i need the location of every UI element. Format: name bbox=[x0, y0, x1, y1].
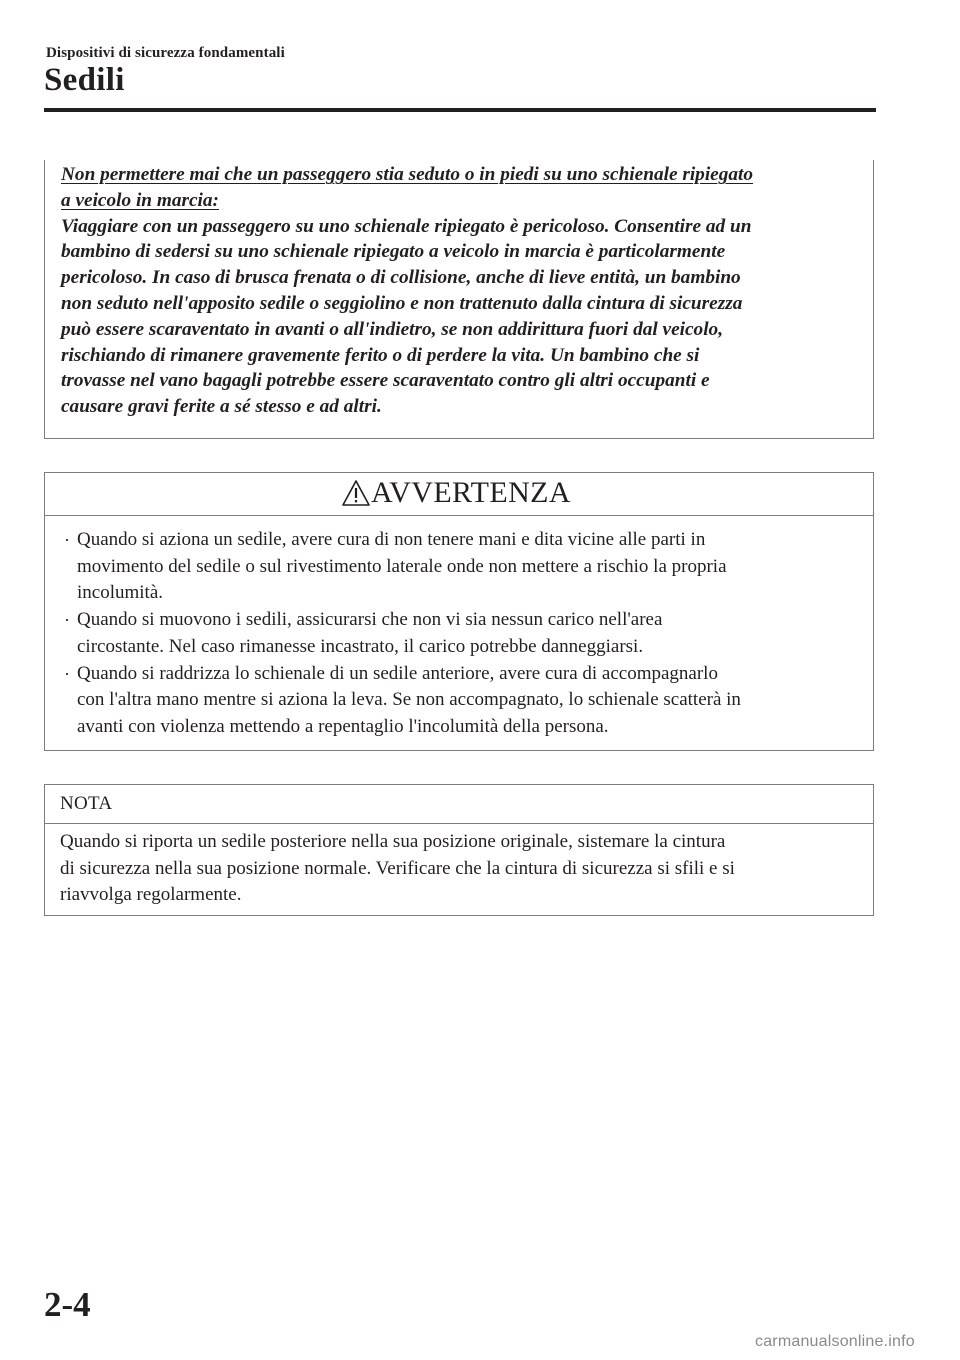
note-line: riavvolga regolarmente. bbox=[60, 884, 242, 906]
note-title: NOTA bbox=[60, 793, 113, 814]
page-title: Sedili bbox=[44, 62, 125, 98]
caution-body-line: bambino di sedersi su uno schienale ripiegato a veicolo in marcia è particolarmente bbox=[61, 241, 726, 263]
caution-body-line: pericoloso. In caso di brusca frenata o di collisione, anche di lieve entità, un bambino bbox=[61, 267, 741, 289]
note-header bbox=[45, 785, 873, 824]
title-rule bbox=[44, 108, 876, 112]
bullet-dot: · bbox=[64, 610, 70, 631]
warning-item bbox=[61, 661, 867, 741]
warning-item-line: Quando si raddrizza lo schienale di un sedile anteriore, avere cura di accompagnarlo bbox=[77, 662, 718, 684]
warning-triangle-icon bbox=[341, 479, 371, 507]
warning-list bbox=[61, 527, 867, 741]
bullet-dot: · bbox=[64, 530, 70, 550]
warning-item-line: Quando si aziona un sedile, avere cura di non tenere mani e dita vicine alle parti in bbox=[77, 529, 706, 550]
caution-body-line: trovasse nel vano bagagli potrebbe essere scaraventato contro gli altri occupanti e bbox=[61, 370, 710, 392]
caution-body-line: non seduto nell'apposito sedile o seggiolino e non trattenuto dalla cintura di sicurezza bbox=[61, 292, 743, 314]
watermark: carmanualsonline.info bbox=[755, 1333, 915, 1350]
caution-body-line: causare gravi ferite a sé stesso e ad altri. bbox=[61, 396, 382, 418]
caution-heading-line: a veicolo in marcia: bbox=[61, 189, 219, 211]
section-label: Dispositivi di sicurezza fondamentali bbox=[46, 45, 285, 61]
warning-box bbox=[44, 472, 874, 751]
warning-item-line: con l'altra mano mentre si aziona la leva. Se non accompagnato, lo schienale scatterà in bbox=[77, 689, 741, 711]
page-number: 2-4 bbox=[44, 1285, 91, 1324]
note-line: Quando si riporta un sedile posteriore nella sua posizione originale, sistemare la cintura bbox=[60, 831, 726, 852]
note-text bbox=[60, 829, 866, 909]
warning-item bbox=[61, 607, 867, 660]
caution-continued-text bbox=[61, 162, 861, 420]
warning-header bbox=[45, 473, 873, 516]
caution-body-line: può essere scaraventato in avanti o all'indietro, se non addirittura fuori dal veicolo, bbox=[61, 318, 724, 340]
caution-continued-box bbox=[44, 160, 874, 439]
caution-body-line: Viaggiare con un passeggero su uno schienale ripiegato è pericoloso. Consentire ad un bbox=[61, 215, 752, 237]
caution-heading-line: Non permettere mai che un passeggero stia seduto o in piedi su uno schienale ripiegato bbox=[61, 164, 754, 185]
warning-item-line: incolumità. bbox=[77, 582, 164, 604]
caution-body-line: rischiando di rimanere gravemente ferito o di perdere la vita. Un bambino che si bbox=[61, 344, 700, 366]
warning-item-line: movimento del sedile o sul rivestimento laterale onde non mettere a rischio la propria bbox=[77, 555, 727, 577]
warning-item-line: avanti con violenza mettendo a repentaglio l'incolumità della persona. bbox=[77, 715, 609, 737]
warning-item-line: Quando si muovono i sedili, assicurarsi che non vi sia nessun carico nell'area bbox=[77, 609, 663, 631]
note-line: di sicurezza nella sua posizione normale. Verificare che la cintura di sicurezza si sfili e si bbox=[60, 857, 735, 879]
warning-item bbox=[61, 527, 867, 607]
warning-title: AVVERTENZA bbox=[371, 476, 571, 509]
bullet-dot: · bbox=[64, 663, 70, 684]
note-box bbox=[44, 784, 874, 916]
warning-item-line: circostante. Nel caso rimanesse incastrato, il carico potrebbe danneggiarsi. bbox=[77, 635, 644, 657]
